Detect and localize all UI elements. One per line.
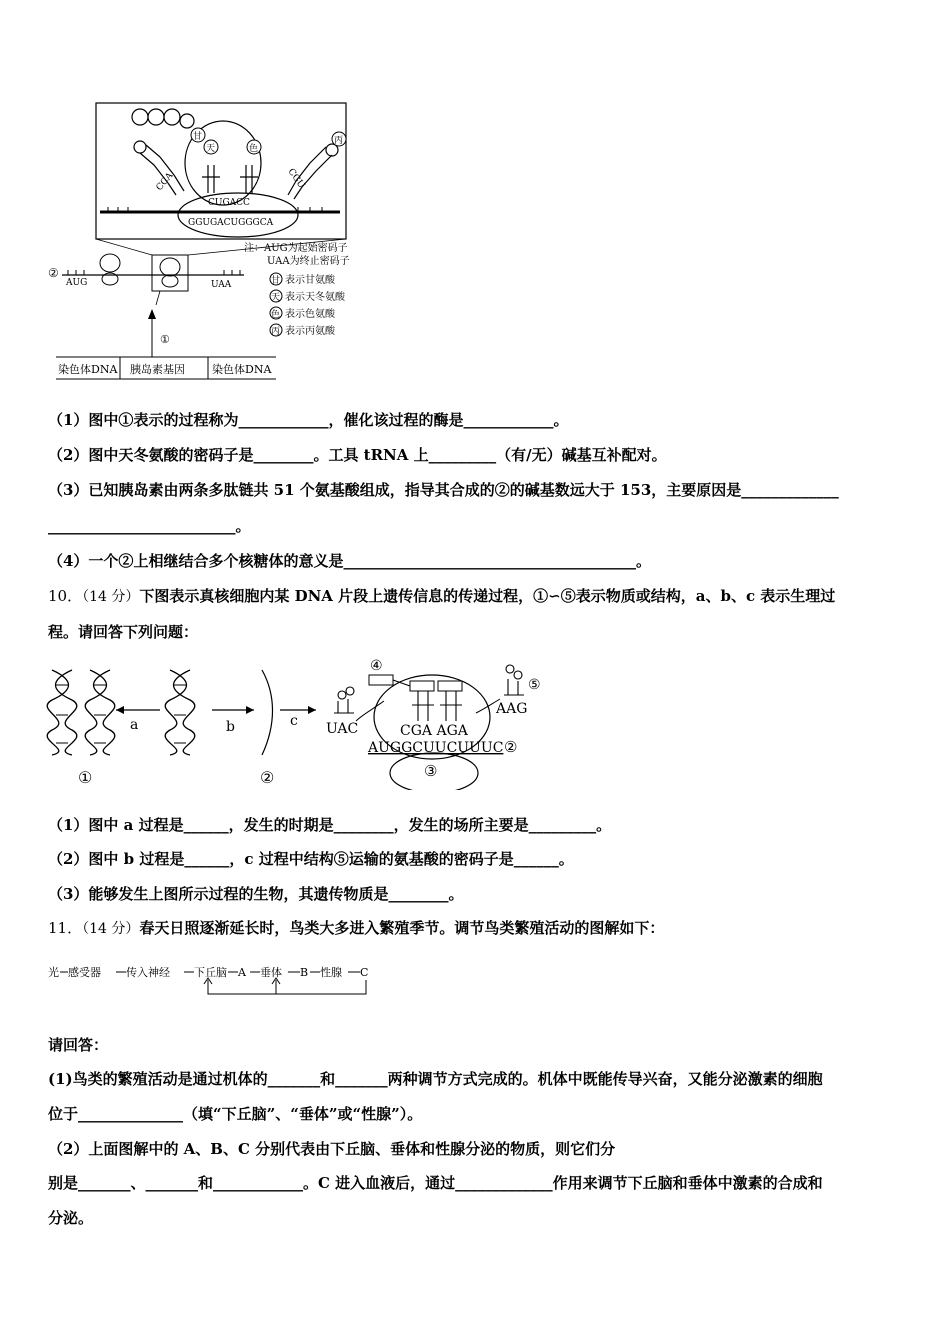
chrom-left: 染色体DNA bbox=[58, 363, 118, 376]
ribosome-1 bbox=[100, 254, 120, 272]
flow-gonad: 性腺 bbox=[320, 966, 342, 979]
arrow-a-head bbox=[116, 706, 124, 714]
label-4: ④ bbox=[370, 658, 383, 674]
q9-part3: （3）已知胰岛素由两条多肽链共 51 个氨基酸组成，指导其合成的②的碱基数远大于 153，主要原因是_____________ bbox=[48, 481, 839, 499]
q9-part4: （4）一个②上相继结合多个核糖体的意义是_______________________________________。 bbox=[48, 552, 651, 570]
label-3: ③ bbox=[424, 762, 438, 780]
mrna-curve bbox=[262, 670, 273, 755]
q10-stem-text: 下图表示真核细胞内某 DNA 片段上遗传信息的传递过程，①∽⑤表示物质或结构，a、b、c 表示生理过 bbox=[139, 587, 836, 605]
arrow-head bbox=[148, 309, 156, 319]
flow-pituitary: 垂体 bbox=[260, 966, 282, 979]
label-2b: ② bbox=[504, 738, 518, 756]
legend-tag-4: 丙 bbox=[271, 327, 281, 337]
anticodon-right: CGU bbox=[285, 166, 307, 191]
zoom-frame bbox=[152, 255, 188, 291]
q11-stem bbox=[48, 918, 664, 939]
legend-text-3: 表示色氨酸 bbox=[285, 309, 335, 320]
translation-figure bbox=[48, 95, 378, 385]
exit-arrow bbox=[356, 701, 384, 721]
legend-tag-2: 天 bbox=[271, 293, 281, 303]
legend-text-1: 表示甘氨酸 bbox=[285, 275, 335, 286]
ribosome-2 bbox=[160, 258, 180, 276]
q11-number: 11． bbox=[48, 919, 83, 937]
q10-stem bbox=[48, 586, 835, 607]
arrow-c-head bbox=[308, 706, 316, 714]
tag-gan: 甘 bbox=[193, 132, 203, 142]
flow-b: B bbox=[300, 966, 309, 979]
legend-tag-1: 甘 bbox=[271, 276, 281, 286]
q9-part3-cont: _________________________。 bbox=[48, 517, 251, 535]
peptide-chain bbox=[132, 109, 194, 128]
arrow-b-head bbox=[246, 706, 254, 714]
q10-part2: （2）图中 b 过程是______，c 过程中结构⑤运输的氨基酸的密码子是______。 bbox=[48, 850, 574, 868]
q10-score: （14 分） bbox=[82, 589, 140, 605]
anticodon-in: CGA AGA bbox=[400, 723, 468, 739]
q11-stem-text: 春天日照逐渐延长时，鸟类大多进入繁殖季节。调节鸟类繁殖活动的图解如下： bbox=[139, 919, 665, 937]
q10-part1: （1）图中 a 过程是______，发生的时期是________，发生的场所主要是_________。 bbox=[48, 816, 612, 834]
anticodon-free: UAC bbox=[326, 721, 359, 737]
flow-hypothalamus: 下丘脑 bbox=[194, 966, 227, 979]
q10-part3: （3）能够发生上图所示过程的生物，其遗传物质是________。 bbox=[48, 885, 464, 903]
q11-part2: （2）上面图解中的 A、B、C 分别代表由下丘脑、垂体和性腺分泌的物质，则它们分 bbox=[48, 1140, 616, 1158]
note-stop: UAA为终止密码子 bbox=[267, 256, 350, 267]
free-trna bbox=[334, 687, 354, 713]
mrna-seq: AUGGCUUCUUUC bbox=[368, 740, 504, 756]
feedback-loop bbox=[204, 978, 366, 994]
arrow-label: ① bbox=[160, 333, 170, 346]
q10-stem-cont: 程。请回答下列问题： bbox=[48, 623, 199, 641]
trna-in-ribosome bbox=[202, 165, 258, 193]
incoming-codon: AAG bbox=[496, 701, 528, 717]
label-a: a bbox=[130, 717, 139, 733]
gene-label: 胰岛素基因 bbox=[130, 363, 185, 376]
legend-tag-3: 色 bbox=[271, 310, 281, 320]
start-codon: AUG bbox=[66, 278, 88, 288]
label-2: ② bbox=[260, 768, 275, 787]
bound-trnas bbox=[412, 691, 462, 721]
chain-tail bbox=[156, 291, 160, 305]
flow-a: A bbox=[238, 966, 246, 979]
mrna-lower: GGUGACUGGGCA bbox=[188, 218, 274, 228]
label-1: ① bbox=[78, 768, 93, 787]
label-c: c bbox=[290, 713, 298, 729]
stop-codon: UAA bbox=[211, 280, 232, 290]
flow-light: 光 bbox=[48, 966, 59, 979]
legend-text-2: 表示天冬氨酸 bbox=[285, 292, 345, 303]
zoom-line-left bbox=[96, 239, 152, 255]
q9-part1: （1）图中①表示的过程称为____________，催化该过程的酶是____________。 bbox=[48, 411, 569, 429]
q11-part2-end: 分泌。 bbox=[48, 1209, 94, 1227]
peptide-box-1 bbox=[369, 675, 393, 685]
peptide-box-2 bbox=[410, 681, 434, 691]
chrom-right: 染色体DNA bbox=[212, 363, 272, 376]
tag-bing: 丙 bbox=[334, 136, 344, 146]
q9-part2: （2）图中天冬氨酸的密码子是________。工具 tRNA 上_________（有/无）碱基互补配对。 bbox=[48, 446, 667, 464]
q11-part2-cont: 别是_______、_______和____________。C 进入血液后，通过_____________作用来调节下丘脑和垂体中激素的合成和 bbox=[48, 1174, 823, 1192]
helix-rungs bbox=[56, 685, 186, 743]
tag-tian: 天 bbox=[206, 144, 216, 154]
legend-text-4: 表示丙氨酸 bbox=[285, 326, 335, 337]
codon-upper: CUGACC bbox=[208, 198, 250, 208]
legend bbox=[270, 273, 346, 337]
lower-strand-ticks bbox=[68, 270, 240, 275]
peptide-box-3 bbox=[438, 681, 462, 691]
mrna-label: ② bbox=[48, 266, 59, 280]
q11-part1-cont: 位于______________（填“下丘脑”、“垂体”或“性腺”）。 bbox=[48, 1105, 423, 1123]
q11-part1: (1)鸟类的繁殖活动是通过机体的_______和_______两种调节方式完成的。机体中既能传导兴奋，又能分泌激素的细胞 bbox=[48, 1070, 823, 1088]
tag-se: 色 bbox=[249, 144, 259, 154]
regulation-flow bbox=[48, 958, 378, 1000]
q11-ask: 请回答： bbox=[48, 1036, 109, 1054]
flow-receptor: 感受器 bbox=[68, 966, 101, 979]
ribosome-2-small bbox=[162, 275, 178, 287]
label-b: b bbox=[226, 719, 235, 735]
label-5: ⑤ bbox=[528, 677, 541, 693]
gene-expression-figure bbox=[44, 655, 544, 790]
q11-score: （14 分） bbox=[82, 921, 140, 937]
note-start: 注：AUG为起始密码子 bbox=[244, 243, 348, 254]
anticodon-left: CCA bbox=[154, 170, 176, 193]
flow-c: C bbox=[360, 966, 369, 979]
incoming-trna bbox=[504, 665, 524, 695]
q10-number: 10． bbox=[48, 587, 83, 605]
flow-afferent: 传入神经 bbox=[126, 966, 170, 979]
